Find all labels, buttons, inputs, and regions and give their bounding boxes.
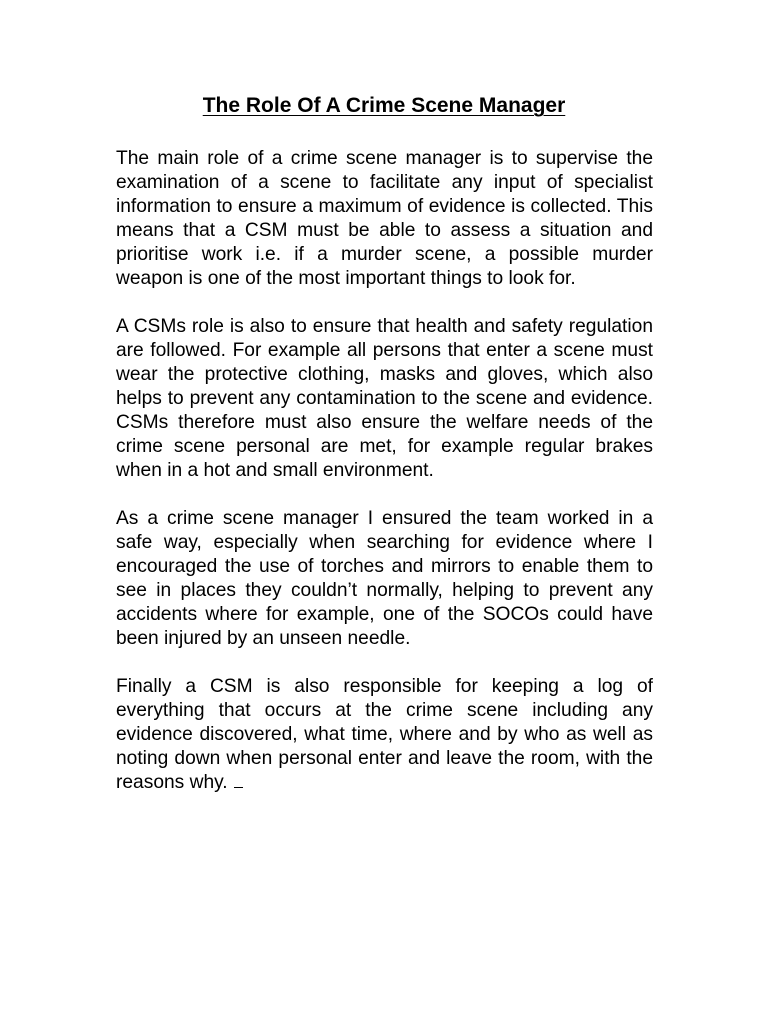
document-title-text: The Role Of A Crime Scene Manager [202,94,566,117]
paragraph-4 [116,675,653,795]
paragraph-1: The main role of a crime scene manager is to supervise the examination of a scene to facilitate any input of specialist information to ensure a maximum of evidence is collected. This means that a CSM must be able to assess a situation and prioritise work i.e. if a murder scene, a possible murder weapon is one of the most important things to look for. [116,148,653,289]
text-cursor-underline [234,771,243,788]
document-body [116,147,653,819]
document-title [0,93,768,119]
paragraph-3: As a crime scene manager I ensured the team worked in a safe way, especially when searching for evidence where I encouraged the use of torches and mirrors to enable them to see in places they couldn’t normally, helping to prevent any accidents where for example, one of the SOCOs could have been injured by an unseen needle. [116,508,653,649]
paragraph-2: A CSMs role is also to ensure that health and safety regulation are followed. For example all persons that enter a scene must wear the protective clothing, masks and gloves, which also helps to prevent any contamination to the scene and evidence. CSMs therefore must also ensure the welfare needs of the crime scene personal are met, for example regular brakes when in a hot and small environment. [116,316,653,481]
paragraph-4-text: Finally a CSM is also responsible for keeping a log of everything that occurs at the crime scene including any evidence discovered, what time, where and by who as well as noting down when personal enter and leave the room, with the reasons why. [116,676,653,793]
